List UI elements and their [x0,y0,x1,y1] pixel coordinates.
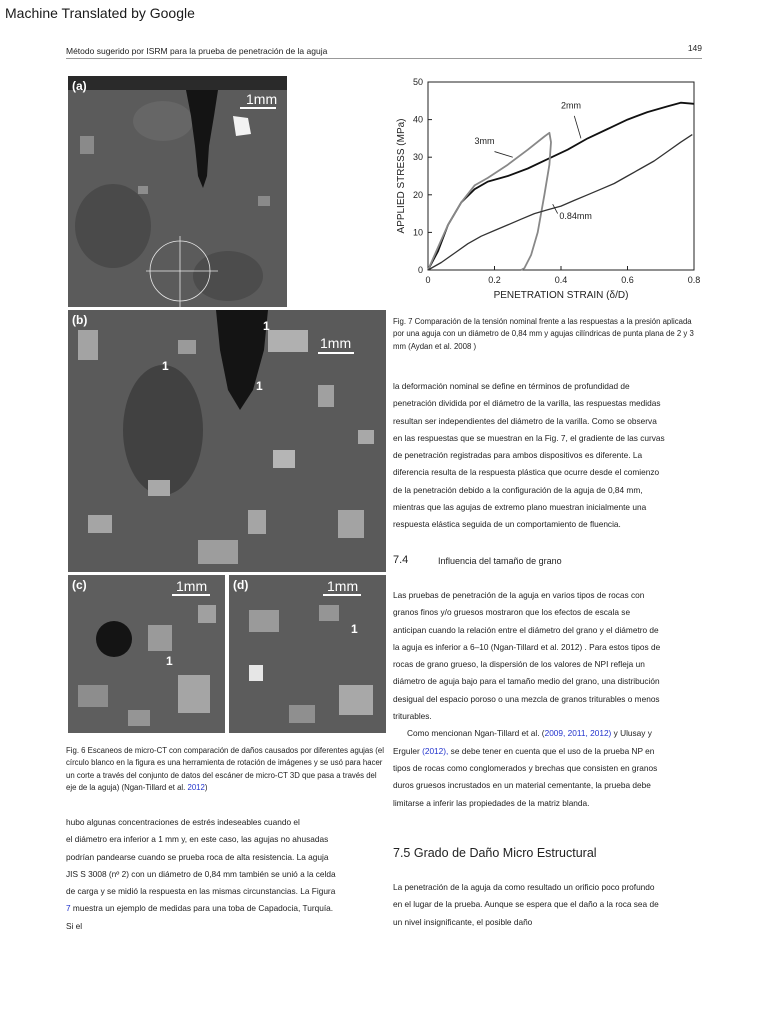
text-line: en las respuestas que se muestran en la Fig. 7, el gradiente de las curvas [393,432,665,443]
fig6-panel-b-mark-1: 1 [263,319,270,333]
text-line: La penetración de la aguja da como resultado un orificio poco profundo [393,882,655,892]
series-line-2mm [428,103,694,270]
series-annotation-label: 2mm [561,100,581,111]
x-tick-label: 0.4 [554,275,568,285]
text-span: y Ulusay y [611,728,652,739]
text-line: rocas de grano grueso, la dispersión de los valores de NPI refleja un [393,659,645,670]
fig6-panel-c-scale: 1mm [176,578,208,594]
machine-translated-banner: Machine Translated by Google [5,5,195,21]
text-line: diámetro de aguja bajo para el tamaño medio del grano, una distribución [393,676,660,687]
text-line: duros gruesos incrustados en un material cementante, la prueba debe [393,780,651,791]
running-head: Método sugerido por ISRM para la prueba de penetración de la aguja [66,46,328,56]
text-line: la aguja es inferior a 6–10 (Ngan-Tillard et al. 2012) . Para estos tipos de [393,641,661,652]
text-span: se debe tener en cuenta que el uso de la prueba NP en [448,745,655,756]
text-line [393,725,713,742]
text-line: un nivel insignificante, el posible daño [393,916,533,927]
fig6-panel-a-label: (a) [72,79,87,93]
text-line: desigual del espacio poroso o una mezcla de granos triturables o menos [393,693,660,704]
y-tick-label: 10 [412,227,423,238]
text-line: granos finos y/o gruesos mostraron que los efectos de escala se [393,607,631,618]
fig6-panel-b-mark-3: 1 [256,379,263,393]
text-line: el diámetro era inferior a 1 mm y, en este caso, las agujas no ahusadas [66,834,329,845]
annotation-leader [553,204,558,213]
text-line [393,743,713,760]
section-7-4-number: 7.4 [393,554,409,566]
series-annotation-label: 3mm [474,136,495,147]
y-tick-label: 20 [412,189,423,200]
annotation-leader [495,152,513,158]
fig6-panel-a [68,76,287,307]
page-number: 149 [687,43,702,53]
chart-ticks [413,77,700,285]
text-line: Si el [66,920,83,931]
fig6-panel-d [229,575,386,733]
fig6-panel-b-label: (b) [72,313,88,327]
fig6-panel-d-mark-1: 1 [351,622,358,636]
fig6-panel-c-mark-1: 1 [166,654,173,668]
text-line: de carga y se midió la respuesta en las mismas circunstancias. La Figura [66,886,336,897]
series-annotation-label: 0.84mm [559,211,592,222]
fig6-panel-b-scale: 1mm [320,335,352,351]
fig6-panel-d-label: (d) [233,578,249,592]
text-line: Las pruebas de penetración de la aguja en varios tipos de rocas con [393,590,645,600]
header-rule [66,58,702,59]
chart-y-axis-label: APPLIED STRESS (MPa) [396,118,407,234]
text-line: penetración dividida por el diámetro de la varilla, las respuestas medidas [393,398,661,409]
text-line: mientras que las agujas de extremo plano muestran inicialmente una [393,502,647,513]
text-line: tipos de rocas como conglomerados y brechas que consisten en granos [393,762,658,773]
text-line: JIS S 3008 (nº 2) con un diámetro de 0,84 mm también se unió a la celda [66,868,336,879]
y-tick-label: 50 [412,77,423,87]
fig6-panel-b [68,310,386,572]
text-line: podrían pandearse cuando se prueba roca de alta resistencia. La aguja [66,851,329,862]
text-line: hubo algunas concentraciones de estrés indeseables cuando el [66,817,300,827]
y-tick-label: 30 [412,152,423,163]
fig6-caption-text: Fig. 6 Escaneos de micro-CT con comparación de daños causados por diferentes agujas (el círculo blanco en la figura es una herramienta de rotación de imágenes y se usó para hacer un corte a través del conjunto de datos del escáner de micro-CT 3D que pasa a través del eje de la aguja) (Ngan-Tillard et al. [66,746,384,792]
citation-link[interactable]: 2009, 2011, 2012) [544,728,612,739]
right-paragraph-4 [393,879,713,931]
section-7-5-title: 7.5 Grado de Daño Micro Estructural [393,846,597,860]
chart-x-axis-label: PENETRATION STRAIN (δ/D) [493,290,629,301]
text-line [66,900,388,917]
left-paragraph-1 [66,814,388,935]
y-tick-label: 0 [417,265,423,275]
text-span: Erguler [393,745,423,756]
fig6-caption-close: ) [204,782,208,792]
annotation-leader [574,116,581,139]
fig6-panel-c [68,575,225,733]
text-span: muestra un ejemplo de medidas para una toba de Capadocia, Turquía. [70,903,334,914]
figure-ref-link[interactable]: 7 [66,903,71,914]
text-line: anticipan cuando la relación entre el diámetro del grano y el diámetro de [393,624,659,635]
fig6-caption [66,745,388,794]
text-line: la deformación nominal se define en términos de profundidad de [393,381,630,391]
x-tick-label: 0.6 [621,275,634,285]
text-line: de penetración registradas para ambos dispositivos es diferente. La [393,450,643,461]
text-line: diferencia resulta de la respuesta plástica que ocurre desde el comienzo [393,467,660,478]
y-tick-label: 40 [412,114,423,125]
text-line: triturables. [393,711,432,722]
fig6-panel-d-scale: 1mm [327,578,359,594]
right-paragraph-1 [393,378,713,534]
fig6-caption-ref-link[interactable]: 2012 [187,782,205,792]
x-tick-label: 0.2 [488,275,501,285]
chart-annotations [475,100,592,221]
x-tick-label: 0 [425,275,431,285]
series-line-0-84mm [428,135,692,270]
series-line-3mm [428,133,551,270]
text-line: de la penetración debido a la configuración de la aguja de 0,84 mm, [393,484,643,495]
x-tick-label: 0.8 [687,275,701,285]
section-7-4-title: Influencia del tamaño de grano [438,556,562,566]
fig6-panel-c-label: (c) [72,578,87,592]
fig7-caption: Fig. 7 Comparación de la tensión nominal frente a las respuestas a la presión aplicada por una aguja con un diámetro de 0,84 mm y agujas cilíndricas de punta plana de 2 y 3 mm (Aydan et al. 2008 ) [393,317,694,351]
text-line: resultan ser independientes del diámetro de la varilla. Como se observa [393,415,657,426]
fig6-panel-b-mark-2: 1 [162,359,169,373]
text-line: respuesta elástica seguida de un comportamiento de fluencia. [393,519,621,530]
text-span: Como mencionan Ngan-Tillard et al. ( [407,728,545,739]
citation-link[interactable]: (2012), [422,745,449,756]
text-line: limitarse a inferir las propiedades de la matriz blanda. [393,797,590,808]
chart-series [428,103,694,270]
right-paragraph-2 [393,587,713,812]
fig6-panel-a-scale: 1mm [246,91,278,107]
fig7-chart [392,72,704,308]
text-line: en el lugar de la prueba. Aunque se espera que el daño a la roca sea de [393,899,659,910]
